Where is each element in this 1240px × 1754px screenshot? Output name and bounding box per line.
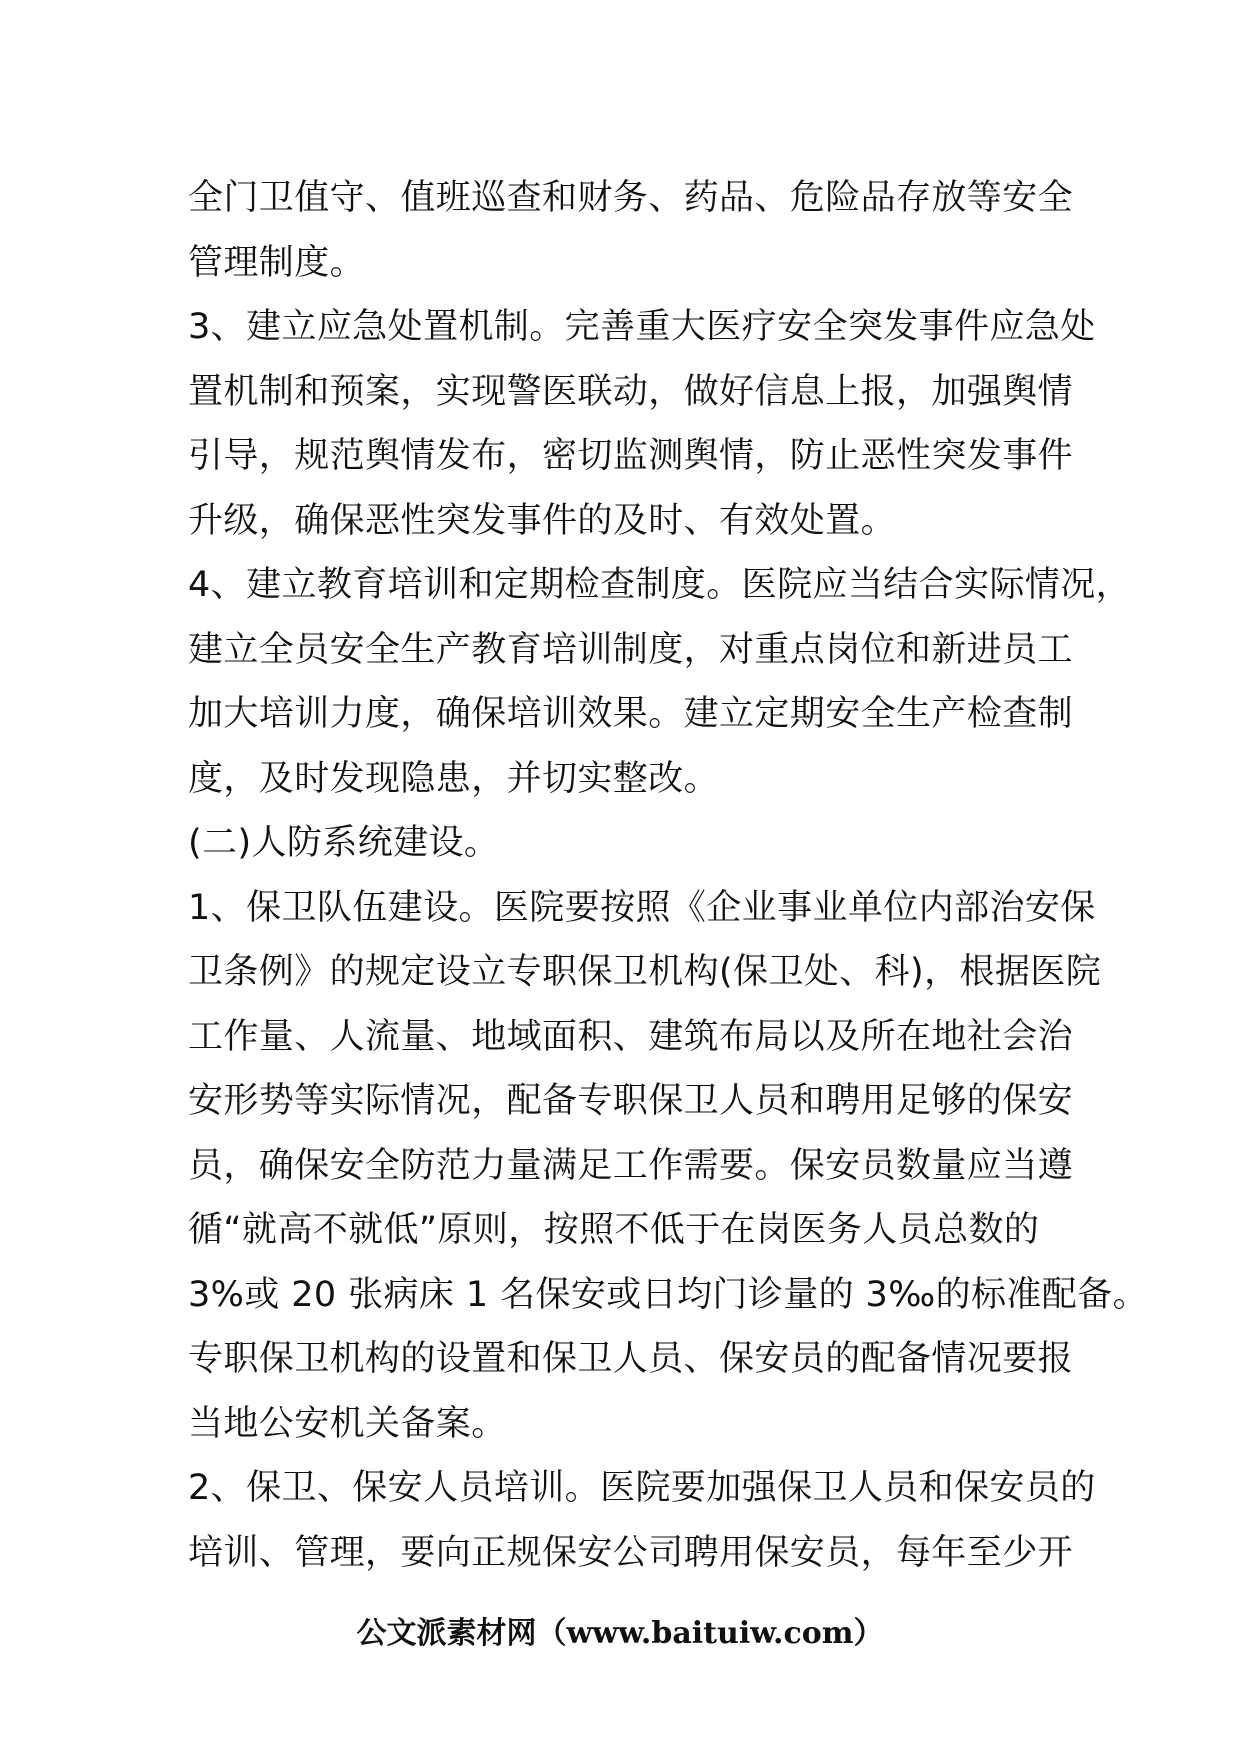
body-line: 3%或 20 张病床 1 名保安或日均门诊量的 3‰的标准配备。 bbox=[188, 1274, 1148, 1315]
body-line: 员，确保安全防范力量满足工作需要。保安员数量应当遵 bbox=[188, 1145, 1074, 1186]
body-line: 建立全员安全生产教育培训制度，对重点岗位和新进员工 bbox=[188, 629, 1074, 670]
body-line: 培训、管理，要向正规保安公司聘用保安员，每年至少开 bbox=[188, 1532, 1074, 1573]
body-line: 1、保卫队伍建设。医院要按照《企业事业单位内部治安保 bbox=[188, 887, 1096, 928]
section-heading: (二)人防系统建设。 bbox=[188, 823, 500, 863]
body-line: 全门卫值守、值班巡查和财务、药品、危险品存放等安全 bbox=[188, 178, 1074, 218]
body-line: 工作量、人流量、地域面积、建筑布局以及所在地社会治 bbox=[188, 1016, 1074, 1057]
body-line: 安形势等实际情况，配备专职保卫人员和聘用足够的保安 bbox=[188, 1081, 1074, 1121]
body-line: 卫条例》的规定设立专职保卫机构(保卫处、科)，根据医院 bbox=[188, 952, 1102, 992]
body-line: 引导，规范舆情发布，密切监测舆情，防止恶性突发事件 bbox=[188, 436, 1074, 476]
body-line: 4、建立教育培训和定期检查制度。医院应当结合实际情况， bbox=[188, 565, 1132, 605]
body-line: 专职保卫机构的设置和保卫人员、保安员的配备情况要报 bbox=[188, 1339, 1074, 1379]
document-body bbox=[188, 166, 1148, 1585]
body-line: 管理制度。 bbox=[188, 242, 366, 283]
body-line: 当地公安机关备案。 bbox=[188, 1403, 507, 1444]
body-line: 升级，确保恶性突发事件的及时、有效处置。 bbox=[188, 500, 897, 541]
footer-source-text: 公文派素材网（www.baituiw.com） bbox=[356, 1616, 884, 1651]
body-line: 加大培训力度，确保培训效果。建立定期安全生产检查制 bbox=[188, 694, 1074, 734]
body-line: 2、保卫、保安人员培训。医院要加强保卫人员和保安员的 bbox=[188, 1468, 1096, 1508]
body-line: 度，及时发现隐患，并切实整改。 bbox=[188, 758, 720, 799]
body-line: 循“就高不就低”原则，按照不低于在岗医务人员总数的 bbox=[188, 1210, 1040, 1250]
body-line: 3、建立应急处置机制。完善重大医疗安全突发事件应急处 bbox=[188, 307, 1096, 347]
body-line: 置机制和预案，实现警医联动，做好信息上报，加强舆情 bbox=[188, 371, 1074, 412]
